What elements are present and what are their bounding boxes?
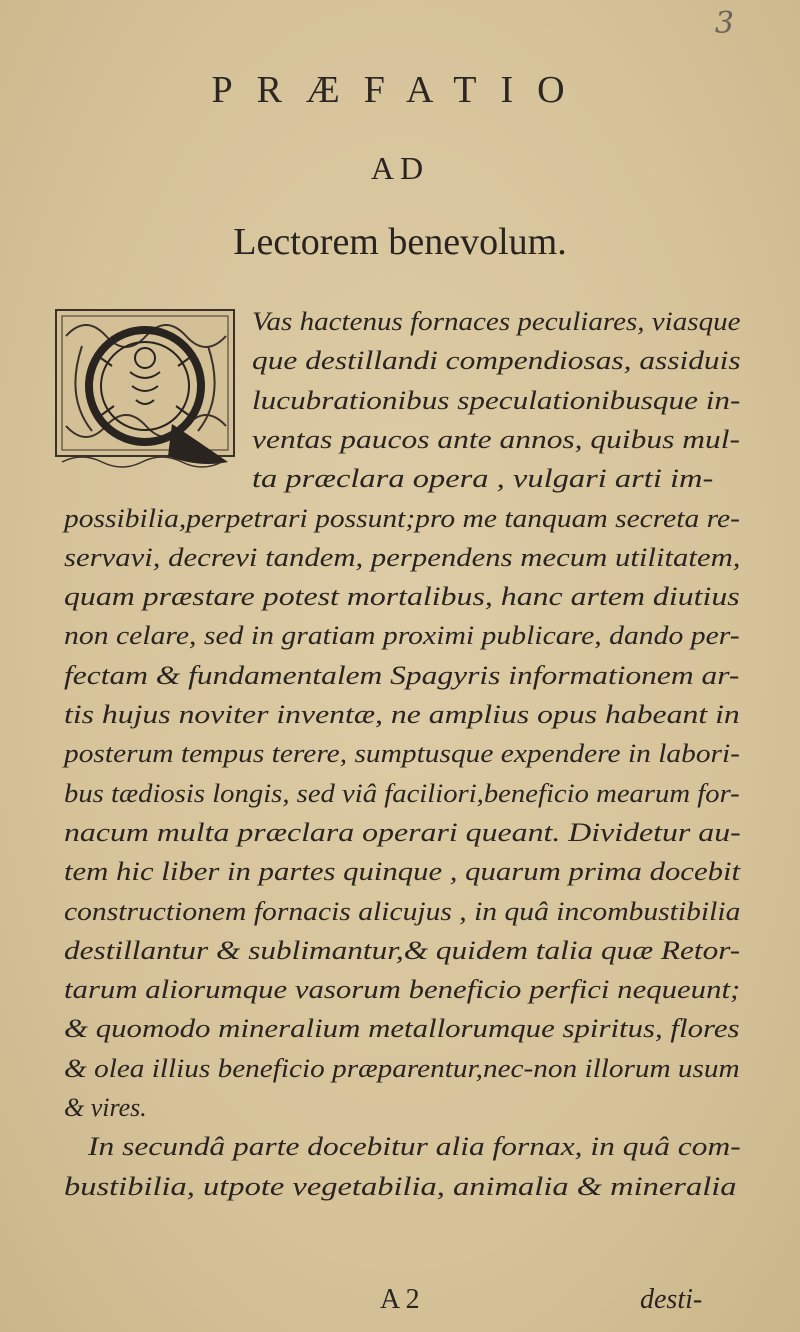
text-line: quam præstare potest mortalibus, hanc artem diutius <box>64 582 740 612</box>
text-line: lucubrationibus speculationibusque in- <box>252 385 741 415</box>
text-line: & vires. <box>64 1093 147 1122</box>
text-line: posterum tempus terere, sumptusque expendere in labori- <box>64 739 740 769</box>
text-line: constructionem fornacis alicujus , in quâ incombustibilia <box>64 896 741 926</box>
text-line: nacum multa præclara operari queant. Dividetur au- <box>64 817 741 847</box>
text-line: ta præclara opera , vulgari arti im- <box>252 464 714 494</box>
signature-mark: A 2 <box>380 1284 420 1315</box>
text-line: bustibilia, utpote vegetabilia, animalia & mineralia <box>64 1171 737 1201</box>
text-line: servavi, decrevi tandem, perpendens mecum utilitatem, <box>64 542 741 572</box>
page-title: PRÆFATIO <box>211 69 589 111</box>
catchword: desti- <box>640 1284 703 1315</box>
text-line: ventas paucos ante annos, quibus mul- <box>252 424 740 454</box>
text-line: fectam & fundamentalem Spagyris informationem ar- <box>64 660 740 690</box>
text-line: bus tædiosis longis, sed viâ faciliori,beneficio mearum for- <box>64 778 740 808</box>
subtitle: Lectorem benevolum. <box>233 221 567 263</box>
text-line: Vas hactenus fornaces peculiares, viasque <box>252 307 741 336</box>
decorated-initial-q-icon <box>52 306 238 474</box>
text-line: possibilia,perpetrari possunt;pro me tanquam secreta re- <box>64 503 741 533</box>
text-line: que destillandi compendiosas, assiduis <box>252 346 741 376</box>
title-ad: AD <box>370 150 430 186</box>
text-line: In secundâ parte docebitur alia fornax, in quâ com- <box>88 1132 741 1162</box>
text-line: & quomodo mineralium metallorumque spiritus, flores <box>64 1014 740 1044</box>
text-line: destillantur & sublimantur,& quidem talia quæ Retor- <box>64 935 741 965</box>
text-line: tis hujus noviter inventæ, ne amplius opus habeant in <box>64 700 740 729</box>
text-line: tem hic liber in partes quinque , quarum prima docebit <box>64 857 741 887</box>
text-line: tarum aliorumque vasorum beneficio perfici nequeunt; <box>64 975 741 1005</box>
text-line: & olea illius beneficio præparentur,nec-non illorum usum <box>64 1053 740 1083</box>
folio-number: 3 <box>714 6 734 41</box>
text-line: non celare, sed in gratiam proximi publicare, dando per- <box>64 621 740 651</box>
